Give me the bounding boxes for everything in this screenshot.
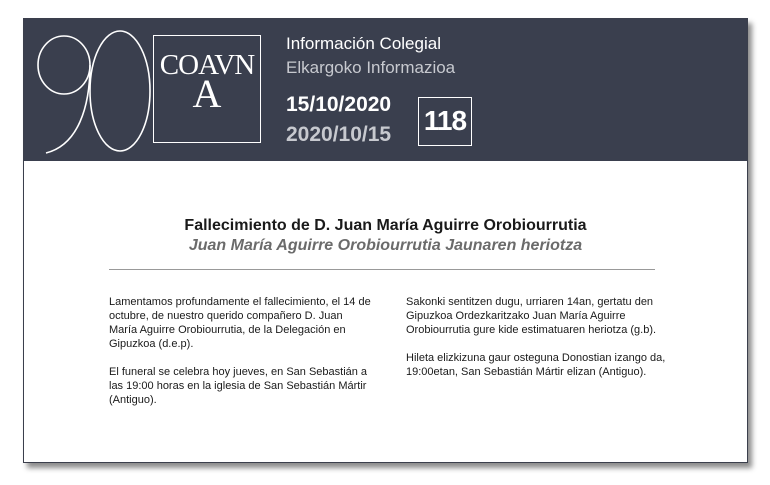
newsletter-title-eu: Elkargoko Informazioa xyxy=(286,58,456,77)
coavn-logo-monogram: A xyxy=(192,71,222,116)
issue-date-eu: 2020/10/15 xyxy=(286,123,392,146)
article-column-es xyxy=(109,295,371,421)
coavn-logo-text: COAVN xyxy=(159,49,255,81)
article-column-eu xyxy=(406,295,668,393)
newsletter-card xyxy=(23,18,748,463)
headline-es: Fallecimiento de D. Juan María Aguirre Orobiourrutia xyxy=(184,217,587,234)
issue-number-badge xyxy=(418,97,472,146)
paragraph-eu-1: Sakonki sentitzen dugu, urriaren 14an, gertatu den Gipuzkoa Ordezkaritzako Juan María Aguirre Orobiourrutia gure kide estimatuaren heriotza (g.b). xyxy=(406,296,657,336)
coavn-logo xyxy=(153,35,261,143)
paragraph-eu-2: Hileta elizkizuna gaur osteguna Donostian izango da, 19:00etan, San Sebastián Mártir elizan (Antiguo). xyxy=(406,352,666,378)
paragraph-es-1: Lamentamos profundamente el fallecimiento, el 14 de octubre, de nuestro querido compañero D. Juan María Aguirre Orobiourrutia, de la Delegación en Gipuzkoa (d.e.p). xyxy=(109,296,371,350)
headline-eu: Juan María Aguirre Orobiourrutia Jaunaren heriotza xyxy=(188,237,583,254)
headline-divider xyxy=(109,269,655,270)
newsletter-title-es: Información Colegial xyxy=(286,34,441,53)
anniversary-90-logo xyxy=(28,27,154,155)
paragraph-es-2: El funeral se celebra hoy jueves, en San Sebastián a las 19:00 horas en la iglesia de San Sebastián Mártir (Antiguo). xyxy=(109,366,368,406)
issue-date-es: 15/10/2020 xyxy=(286,93,392,116)
newsletter-header xyxy=(24,19,747,161)
issue-number: 118 xyxy=(423,105,467,136)
